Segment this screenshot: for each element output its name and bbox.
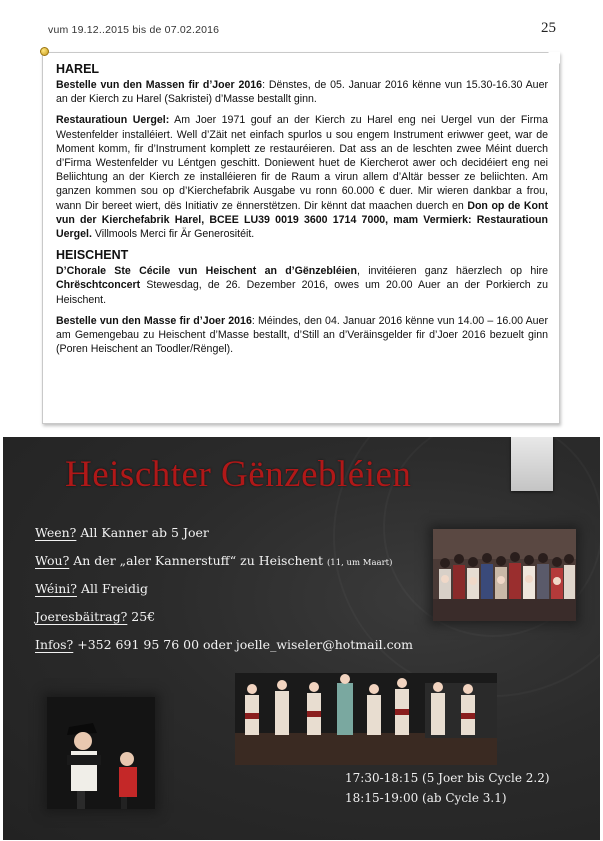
info-key: Joeresbäitrag? [35,609,128,624]
info-value: All Freidig [76,581,148,596]
info-row-who [35,525,209,540]
heischent-concert-text: , invitéieren ganz häerzlech op hire [357,265,548,278]
section-title-harel: HAREL [56,62,100,76]
info-value: All Kanner ab 5 Joer [76,525,209,540]
info-value: 25€ [127,609,156,624]
info-key: Ween? [35,525,77,540]
notice-content [56,62,548,356]
harel-mass-text: : Dënstes, de 05. Januar 2016 kënne vun 15.30-16.30 Auer an der Kierch zu Harel (Sakristei) d’Masse bestallt ginn. [56,79,548,106]
info-address-note: (11, um Maart) [326,558,393,568]
flyer-gunzebleien [3,437,600,840]
harel-organ-text: Am Joer 1971 gouf an der Kierch zu Harel eng nei Uergel vun der Firma Westenfelder installéiert. Well d’Zäit net einfach spurlos u sou engem Instrument eriwwer geet, war de Moment komm, fir d’Instrument komplett ze restauréieren. Dat ass an de leschten zwee Méint duerch d’Firma Westenfelder vu Léntgen geschitt. Doniewent huet de Kiercherot awer och decidéiert eng nei Beliichtung an der Kierch ze installéieren fir de Raum a virun allem d’Altär besser ze beliichten. Am ganzen kommen sou op d’Kierchefabrik Ausgabe vu ronn 60.000 € duer. Mir wieren dankbar a frou, wann Dir bereet wiert, dës Initiativ ze ënnerstëtzen. Dir kënnt dat maachen duerch en [56,114,548,212]
info-value: An der „aler Kannerstuff“ zu Heischent [69,553,327,568]
heischent-concert-heading: D’Chorale Ste Cécile vun Heischent an d’Gënzebléien [56,265,358,278]
harel-donation-account: Don op de Kont vun der Kierchefabrik Harel, BCEE LU39 0019 3600 1714 7000, mam Vermierk: Restauratioun Uergel. [56,199,548,241]
page-header [0,0,603,40]
info-key: Infos? [35,637,74,652]
harel-organ-paragraph [56,113,548,241]
flyer-title: Heischter Gënzebléien [65,454,412,495]
heischent-concert-name: Chrëschtconcert [56,279,141,292]
info-row-where [35,553,392,568]
heischent-concert-paragraph [56,264,548,307]
stage-photo [235,673,497,765]
heischent-mass-heading: Bestelle vun den Masse fir d’Joer 2016 [56,314,252,327]
schedule-line-1: 17:30-18:15 (5 Joer bis Cycle 2.2) [345,771,550,785]
announcement-notice [42,52,560,424]
date-range: vum 19.12..2015 bis de 07.02.2016 [48,24,220,36]
heischent-mass-paragraph [56,314,548,357]
info-contact-value: +352 691 95 76 00 oder joelle_wiseler@hotmail.com [73,637,413,652]
paper-tab [511,437,553,491]
pirate-photo [47,697,155,809]
group-photo [433,529,576,621]
harel-mass-paragraph [56,78,548,106]
harel-mass-heading: Bestelle vun den Massen fir d’Joer 2016 [56,79,263,91]
info-row-when [35,581,148,596]
info-key: Wéini? [35,581,77,596]
info-row-fee [35,609,155,624]
harel-organ-heading: Restauratioun Uergel: [56,114,170,127]
heischent-concert-details: Stewesdag, de 26. Dezember 2016, owes um 20.00 Auer an der Porkierch zu Heischent. [56,279,548,306]
pushpin-icon [40,47,49,56]
harel-thanks-text: Villmools Merci fir Är Generositéit. [91,228,255,241]
info-key: Wou? [35,553,70,568]
schedule-line-2: 18:15-19:00 (ab Cycle 3.1) [345,791,507,805]
heischent-mass-text: : Méindes, den 04. Januar 2016 kënne vun 14.00 – 16.00 Auer am Gemengebau zu Heischent d’Masse bestallt, d’Still an d’Veräinsgelder fir d’Joer 2016 bezuelt ginn (Poren Heischent an Toodler/Rëngel). [56,314,548,356]
info-row-contact [35,637,413,652]
page-number: 25 [541,20,556,36]
section-title-heischent: HEISCHENT [56,248,129,263]
